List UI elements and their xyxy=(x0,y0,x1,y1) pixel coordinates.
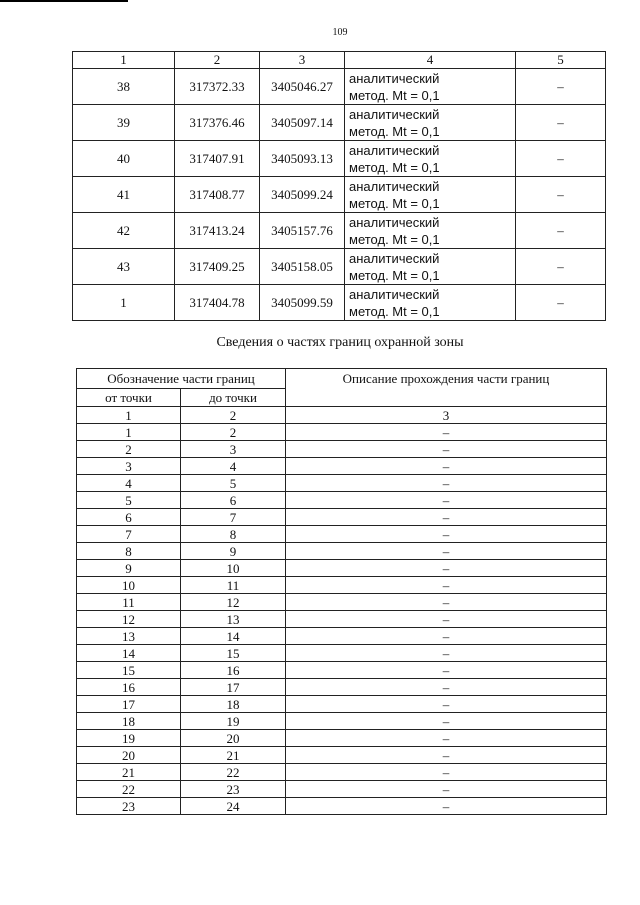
to-point-cell: 19 xyxy=(181,713,286,730)
boundary-part-row xyxy=(77,577,607,594)
description-cell: – xyxy=(286,798,607,815)
to-point-cell: 5 xyxy=(181,475,286,492)
from-point-cell: 21 xyxy=(77,764,181,781)
from-point-cell: 15 xyxy=(77,662,181,679)
method-cell xyxy=(345,177,516,213)
point-number-cell: 39 xyxy=(73,105,175,141)
boundary-part-row xyxy=(77,458,607,475)
from-point-cell: 22 xyxy=(77,781,181,798)
x-coordinate-cell: 317409.25 xyxy=(175,249,260,285)
to-point-cell: 14 xyxy=(181,628,286,645)
x-coordinate-cell: 317376.46 xyxy=(175,105,260,141)
boundary-part-row xyxy=(77,713,607,730)
to-point-cell: 8 xyxy=(181,526,286,543)
to-point-cell: 18 xyxy=(181,696,286,713)
boundary-part-row xyxy=(77,475,607,492)
point-number-cell: 40 xyxy=(73,141,175,177)
coordinate-row xyxy=(73,213,606,249)
from-point-cell: 14 xyxy=(77,645,181,662)
description-cell: – xyxy=(286,441,607,458)
method-cell xyxy=(345,249,516,285)
boundary-part-row xyxy=(77,526,607,543)
column-number-cell: 1 xyxy=(77,407,181,424)
boundary-part-row xyxy=(77,628,607,645)
to-point-cell: 10 xyxy=(181,560,286,577)
x-coordinate-cell: 317413.24 xyxy=(175,213,260,249)
method-cell xyxy=(345,213,516,249)
description-cell: – xyxy=(286,611,607,628)
from-point-cell: 11 xyxy=(77,594,181,611)
to-point-cell: 13 xyxy=(181,611,286,628)
description-cell: – xyxy=(286,645,607,662)
coordinates-header-row xyxy=(73,52,606,69)
description-cell: – xyxy=(286,764,607,781)
top-rule xyxy=(0,0,128,2)
coordinate-row xyxy=(73,141,606,177)
boundary-part-row xyxy=(77,798,607,815)
to-point-cell: 7 xyxy=(181,509,286,526)
coordinate-row xyxy=(73,249,606,285)
description-cell: – xyxy=(286,696,607,713)
coordinates-table xyxy=(72,51,606,321)
description-cell: – xyxy=(286,713,607,730)
boundary-parts-table xyxy=(76,368,607,815)
y-coordinate-cell: 3405046.27 xyxy=(260,69,345,105)
method-line-2: метод. Mt = 0,1 xyxy=(349,87,440,103)
from-point-cell: 5 xyxy=(77,492,181,509)
to-point-cell: 16 xyxy=(181,662,286,679)
note-cell: – xyxy=(516,249,606,285)
boundary-part-row xyxy=(77,645,607,662)
to-point-cell: 12 xyxy=(181,594,286,611)
note-cell: – xyxy=(516,285,606,321)
y-coordinate-cell: 3405099.59 xyxy=(260,285,345,321)
from-point-cell: 23 xyxy=(77,798,181,815)
page-number: 109 xyxy=(332,27,348,38)
to-point-cell: 6 xyxy=(181,492,286,509)
from-point-cell: 10 xyxy=(77,577,181,594)
description-cell: – xyxy=(286,475,607,492)
from-point-cell: 3 xyxy=(77,458,181,475)
description-cell: – xyxy=(286,730,607,747)
note-cell: – xyxy=(516,213,606,249)
y-coordinate-cell: 3405157.76 xyxy=(260,213,345,249)
point-number-cell: 38 xyxy=(73,69,175,105)
boundary-part-row xyxy=(77,441,607,458)
to-point-cell: 22 xyxy=(181,764,286,781)
y-coordinate-cell: 3405158.05 xyxy=(260,249,345,285)
method-line-1: аналитический xyxy=(349,106,440,122)
description-cell: – xyxy=(286,526,607,543)
point-number-cell: 1 xyxy=(73,285,175,321)
method-line-1: аналитический xyxy=(349,70,440,86)
from-point-cell: 8 xyxy=(77,543,181,560)
column-number-header: 2 xyxy=(175,52,260,69)
y-coordinate-cell: 3405093.13 xyxy=(260,141,345,177)
column-number-cell: 2 xyxy=(181,407,286,424)
note-cell: – xyxy=(516,141,606,177)
to-point-cell: 23 xyxy=(181,781,286,798)
section-title: Сведения о частях границ охранной зоны xyxy=(216,335,464,350)
point-number-cell: 43 xyxy=(73,249,175,285)
method-line-2: метод. Mt = 0,1 xyxy=(349,303,440,319)
column-number-header: 4 xyxy=(345,52,516,69)
to-point-cell: 11 xyxy=(181,577,286,594)
method-cell xyxy=(345,141,516,177)
note-cell: – xyxy=(516,177,606,213)
boundary-part-row xyxy=(77,560,607,577)
description-cell: – xyxy=(286,628,607,645)
to-point-cell: 9 xyxy=(181,543,286,560)
x-coordinate-cell: 317408.77 xyxy=(175,177,260,213)
method-line-2: метод. Mt = 0,1 xyxy=(349,195,440,211)
from-point-cell: 19 xyxy=(77,730,181,747)
method-cell xyxy=(345,105,516,141)
method-line-1: аналитический xyxy=(349,286,440,302)
x-coordinate-cell: 317372.33 xyxy=(175,69,260,105)
from-point-cell: 12 xyxy=(77,611,181,628)
to-point-header: до точки xyxy=(181,389,286,407)
boundary-part-row xyxy=(77,594,607,611)
description-cell: – xyxy=(286,492,607,509)
boundary-part-description-header: Описание прохождения части границ xyxy=(286,369,607,407)
to-point-cell: 17 xyxy=(181,679,286,696)
to-point-cell: 21 xyxy=(181,747,286,764)
point-number-cell: 42 xyxy=(73,213,175,249)
boundary-part-row xyxy=(77,679,607,696)
description-cell: – xyxy=(286,594,607,611)
method-line-1: аналитический xyxy=(349,250,440,266)
boundary-part-row xyxy=(77,764,607,781)
method-line-1: аналитический xyxy=(349,214,440,230)
method-line-2: метод. Mt = 0,1 xyxy=(349,123,440,139)
note-cell: – xyxy=(516,69,606,105)
boundary-part-row xyxy=(77,662,607,679)
from-point-cell: 2 xyxy=(77,441,181,458)
boundary-part-row xyxy=(77,492,607,509)
parts-header-row xyxy=(77,369,607,389)
to-point-cell: 4 xyxy=(181,458,286,475)
boundary-part-row xyxy=(77,781,607,798)
method-line-2: метод. Mt = 0,1 xyxy=(349,159,440,175)
coordinate-row xyxy=(73,105,606,141)
boundary-part-row xyxy=(77,509,607,526)
method-line-1: аналитический xyxy=(349,178,440,194)
from-point-cell: 7 xyxy=(77,526,181,543)
boundary-part-designation-header: Обозначение части границ xyxy=(77,369,286,389)
coordinate-row xyxy=(73,285,606,321)
from-point-cell: 1 xyxy=(77,424,181,441)
column-number-header: 5 xyxy=(516,52,606,69)
description-cell: – xyxy=(286,747,607,764)
parts-numbering-row xyxy=(77,407,607,424)
from-point-cell: 9 xyxy=(77,560,181,577)
y-coordinate-cell: 3405097.14 xyxy=(260,105,345,141)
column-number-header: 3 xyxy=(260,52,345,69)
description-cell: – xyxy=(286,781,607,798)
description-cell: – xyxy=(286,543,607,560)
to-point-cell: 24 xyxy=(181,798,286,815)
point-number-cell: 41 xyxy=(73,177,175,213)
boundary-part-row xyxy=(77,424,607,441)
to-point-cell: 15 xyxy=(181,645,286,662)
from-point-cell: 18 xyxy=(77,713,181,730)
x-coordinate-cell: 317407.91 xyxy=(175,141,260,177)
method-cell xyxy=(345,285,516,321)
boundary-part-row xyxy=(77,543,607,560)
method-line-2: метод. Mt = 0,1 xyxy=(349,231,440,247)
y-coordinate-cell: 3405099.24 xyxy=(260,177,345,213)
from-point-cell: 13 xyxy=(77,628,181,645)
description-cell: – xyxy=(286,679,607,696)
from-point-cell: 4 xyxy=(77,475,181,492)
method-line-1: аналитический xyxy=(349,142,440,158)
x-coordinate-cell: 317404.78 xyxy=(175,285,260,321)
from-point-cell: 20 xyxy=(77,747,181,764)
method-line-2: метод. Mt = 0,1 xyxy=(349,267,440,283)
description-cell: – xyxy=(286,424,607,441)
description-cell: – xyxy=(286,577,607,594)
coordinate-row xyxy=(73,177,606,213)
from-point-cell: 6 xyxy=(77,509,181,526)
from-point-header: от точки xyxy=(77,389,181,407)
from-point-cell: 16 xyxy=(77,679,181,696)
to-point-cell: 3 xyxy=(181,441,286,458)
boundary-part-row xyxy=(77,611,607,628)
method-cell xyxy=(345,69,516,105)
description-cell: – xyxy=(286,662,607,679)
column-number-header: 1 xyxy=(73,52,175,69)
boundary-part-row xyxy=(77,696,607,713)
description-cell: – xyxy=(286,560,607,577)
note-cell: – xyxy=(516,105,606,141)
description-cell: – xyxy=(286,458,607,475)
boundary-part-row xyxy=(77,747,607,764)
description-cell: – xyxy=(286,509,607,526)
to-point-cell: 20 xyxy=(181,730,286,747)
from-point-cell: 17 xyxy=(77,696,181,713)
boundary-part-row xyxy=(77,730,607,747)
column-number-cell: 3 xyxy=(286,407,607,424)
coordinate-row xyxy=(73,69,606,105)
to-point-cell: 2 xyxy=(181,424,286,441)
